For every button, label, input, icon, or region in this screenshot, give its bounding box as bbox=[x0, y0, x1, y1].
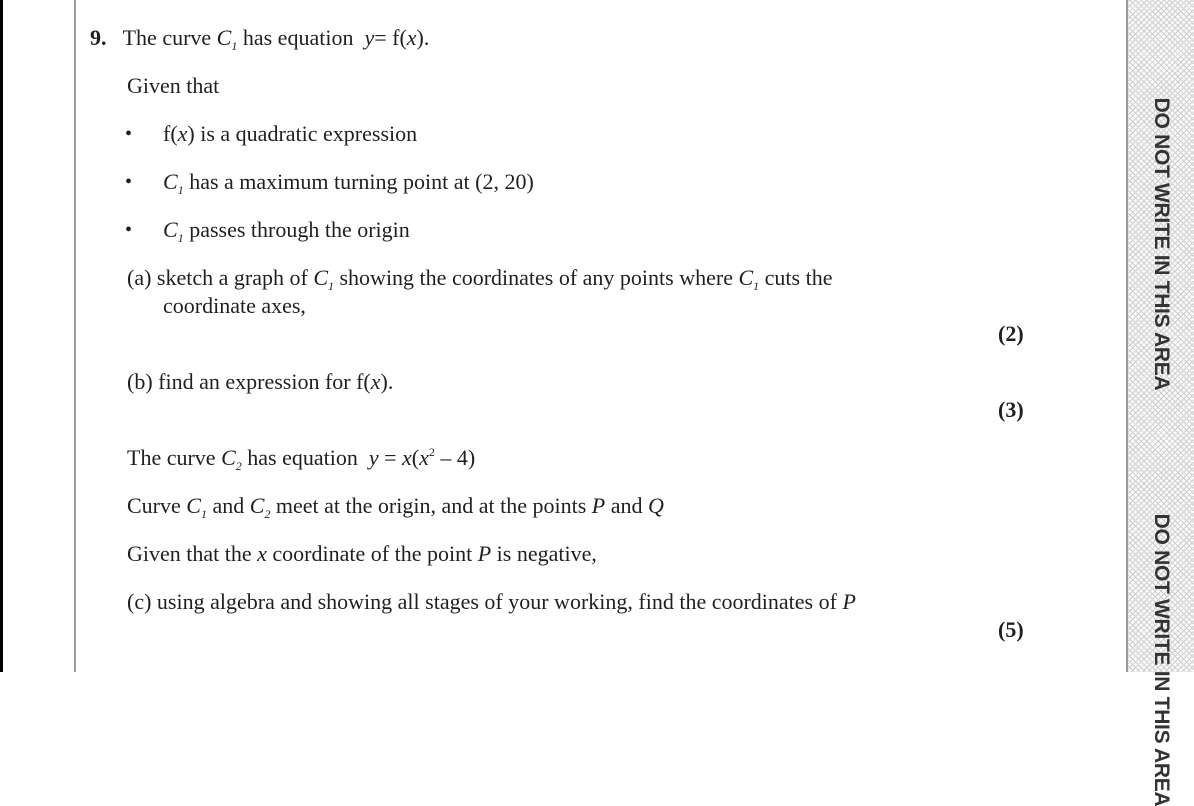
bullet-dot-2: • bbox=[125, 171, 133, 193]
bullet-dot-3: • bbox=[125, 219, 133, 241]
page-border-left bbox=[74, 0, 76, 672]
bullet-item-2: $C_1$ has a maximum turning point at (2, 20) bbox=[163, 169, 534, 197]
question-header: 9. The curve $C_1$ has equation y= f(x). bbox=[90, 25, 430, 53]
part-c-marks: (5) bbox=[998, 617, 1024, 642]
intersection-statement: Curve $C_1$ and $C_2$ meet at the origin, and at the points P and Q bbox=[127, 493, 664, 521]
bullet-dot-1: • bbox=[125, 123, 133, 145]
part-b-label: (b) bbox=[127, 369, 153, 394]
margin-warning-text-2: DO NOT WRITE IN THIS AREA bbox=[1150, 513, 1173, 806]
bullet-item-1: f(x) is a quadratic expression bbox=[163, 121, 418, 146]
part-b-marks: (3) bbox=[998, 397, 1024, 422]
part-c-label: (c) bbox=[127, 589, 152, 614]
part-a-continued: coordinate axes, bbox=[163, 293, 306, 318]
part-a-marks: (2) bbox=[998, 321, 1024, 346]
curve-c1: $C_1$ bbox=[216, 25, 238, 53]
intro-text: The curve bbox=[122, 25, 212, 50]
point-p-condition: Given that the x coordinate of the point P is negative, bbox=[127, 541, 597, 566]
given-that-label: Given that bbox=[127, 73, 220, 98]
part-a-label: (a) bbox=[127, 265, 152, 290]
bullet-item-3: $C_1$ passes through the origin bbox=[163, 217, 410, 245]
left-edge-strip bbox=[0, 0, 3, 672]
question-number: 9. bbox=[90, 25, 107, 50]
part-b: (b) find an expression for f(x). bbox=[127, 369, 394, 394]
curve-c2-equation: The curve $C_2$ has equation $y = x(x^2 - 4)$ bbox=[127, 445, 476, 473]
part-c: (c) using algebra and showing all stages of your working, find the coordinates of P bbox=[127, 589, 856, 614]
margin-warning-text: DO NOT WRITE IN THIS AREA bbox=[1150, 97, 1173, 391]
part-a: (a) sketch a graph of $C_1$ showing the coordinates of any points where $C_1$ cuts the bbox=[127, 265, 833, 293]
